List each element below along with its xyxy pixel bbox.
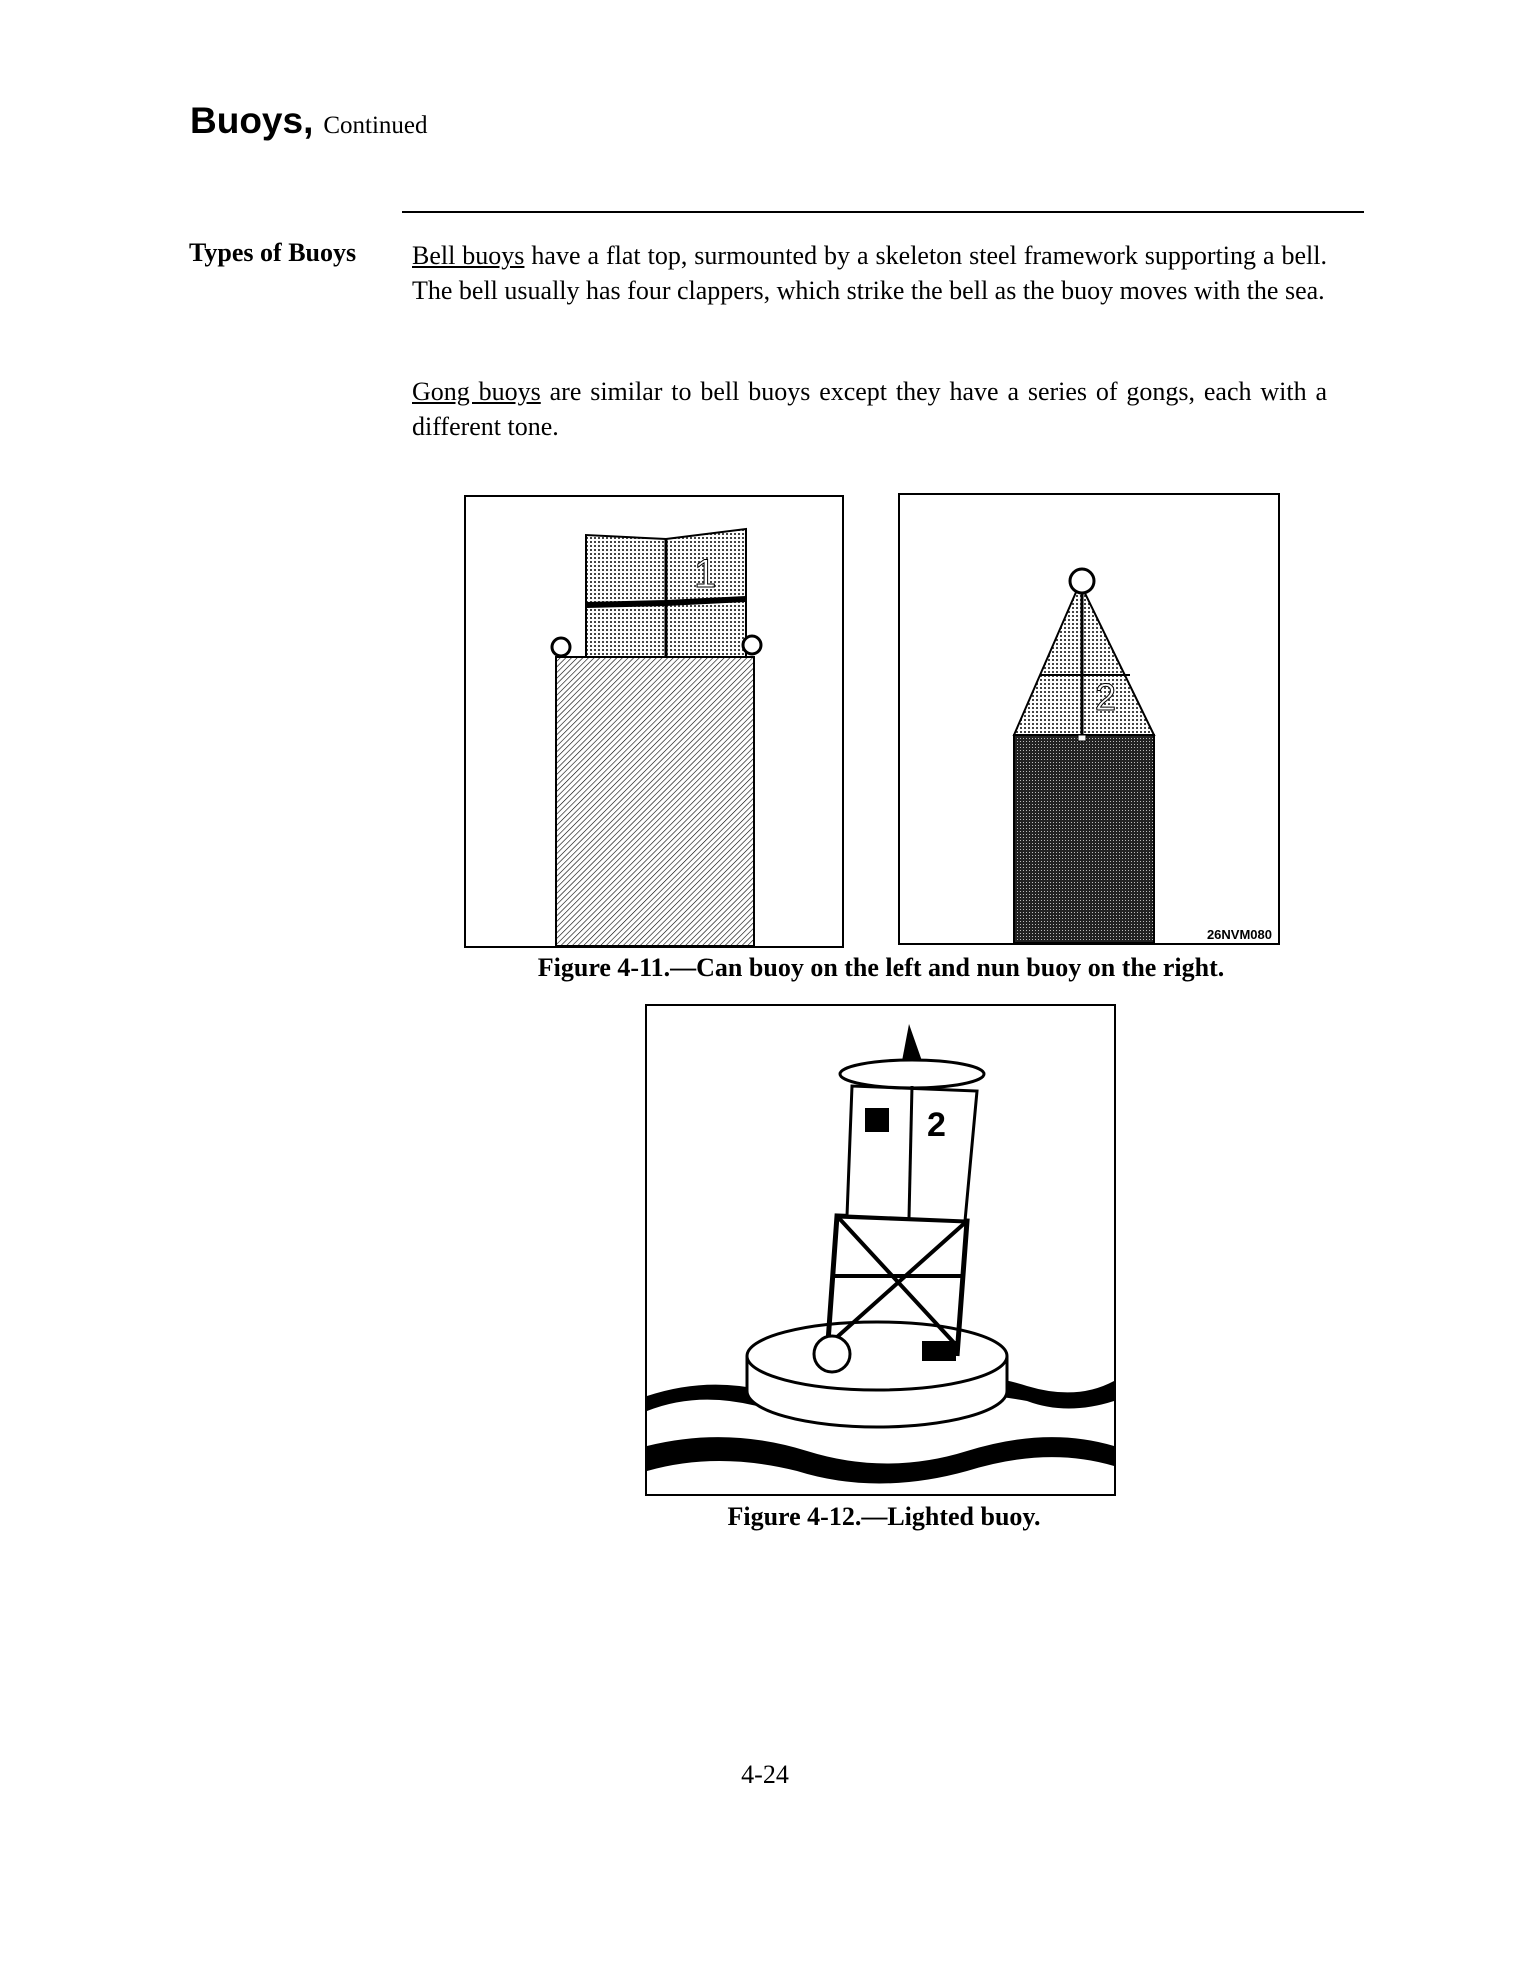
term-gong-buoys: Gong buoys <box>412 377 541 406</box>
paragraph-gong-buoys <box>412 374 1327 444</box>
paragraph-text: have a flat top, surmounted by a skeleton steel framework supporting a bell. The bell usually has four clappers, which strike the bell as the buoy moves with the sea. <box>412 241 1328 305</box>
figure-can-buoy <box>464 495 844 948</box>
title-continued: Continued <box>323 112 428 139</box>
can-buoy-number: 1 <box>694 552 717 596</box>
side-heading: Types of Buoys <box>189 238 357 267</box>
term-bell-buoys: Bell buoys <box>412 241 525 270</box>
title-main: Buoys, <box>190 100 314 141</box>
paragraph-bell-buoys <box>412 238 1327 308</box>
lighted-buoy-illustration <box>647 1006 1114 1494</box>
lighted-buoy-number: 2 <box>927 1106 946 1144</box>
figure-nun-buoy <box>898 493 1280 945</box>
figure-lighted-buoy <box>645 1004 1116 1496</box>
paragraph-text: are similar to bell buoys except they have a series of gongs, each with a different tone. <box>412 377 1327 441</box>
nun-buoy-number: 2 <box>1095 677 1117 719</box>
can-buoy-illustration <box>466 497 842 946</box>
page-number: 4-24 <box>741 1760 789 1789</box>
nun-buoy-illustration <box>900 495 1278 943</box>
page-title <box>190 100 428 142</box>
figure-4-11-caption: Figure 4-11.—Can buoy on the left and nun buoy on the right. <box>537 953 1225 982</box>
section-rule <box>402 211 1364 213</box>
figure-code: 26NVM080 <box>1206 927 1272 942</box>
figure-4-12-caption: Figure 4-12.—Lighted buoy. <box>727 1502 1041 1531</box>
